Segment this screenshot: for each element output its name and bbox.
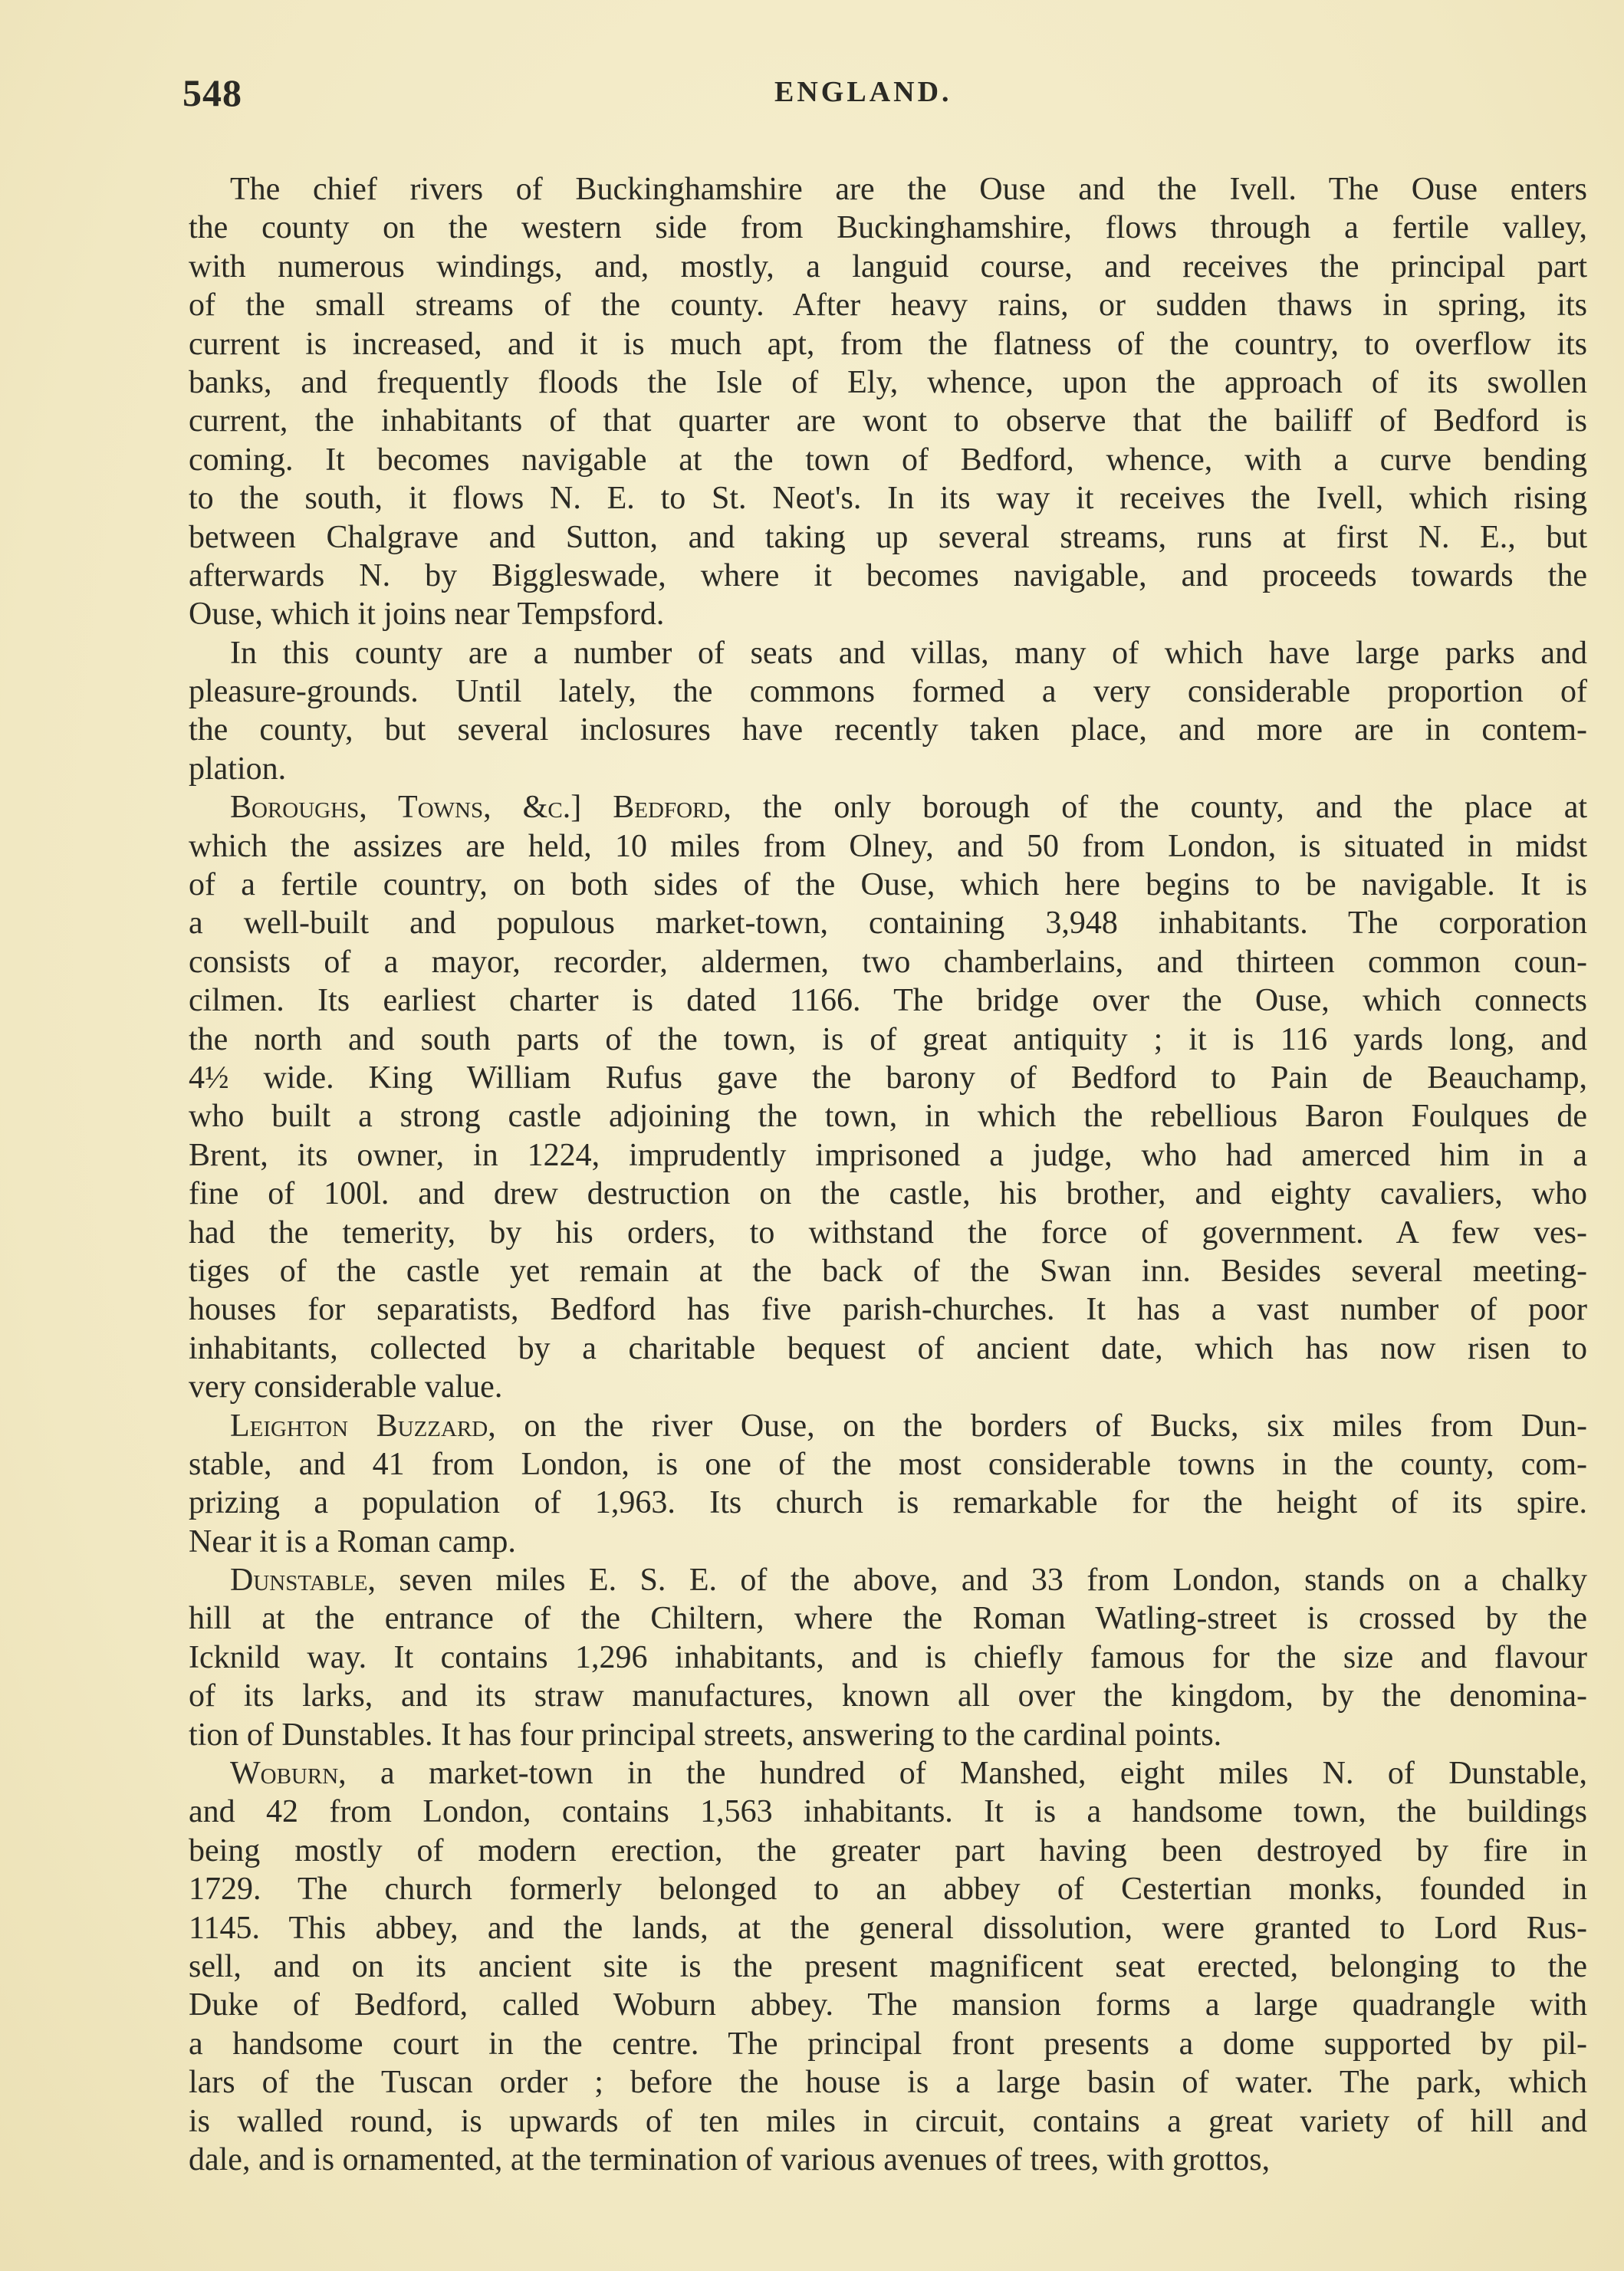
text-segment: cilmen. Its earliest charter is dated 1166. The bridge over the Ouse, which connects: [189, 983, 1587, 1019]
text-line: [189, 866, 1587, 904]
small-caps-heading: Dunstable: [230, 1563, 368, 1599]
text-segment: , seven miles E. S. E. of the above, and 33 from London, stands on a chalky: [367, 1563, 1587, 1599]
text-segment: the county, but several inclosures have recently taken place, and more are in contem-: [189, 712, 1587, 748]
text-line: [189, 1909, 1587, 1947]
text-segment: Ouse, which it joins near Tempsford.: [189, 597, 665, 633]
text-segment: who built a strong castle adjoining the town, in which the rebellious Baron Foulques de: [189, 1099, 1587, 1135]
text-segment: prizing a population of 1,963. Its church is remarkable for the height of its spire.: [189, 1485, 1587, 1521]
text-segment: stable, and 41 from London, is one of the most considerable towns in the county, com-: [189, 1446, 1587, 1482]
text-segment: current is increased, and it is much apt, from the flatness of the country, to overflow its: [189, 326, 1587, 362]
text-segment: is walled round, is upwards of ten miles in circuit, contains a great variety of hill and: [189, 2103, 1587, 2139]
text-segment: fine of 100l. and drew destruction on the castle, his brother, and eighty cavaliers, who: [189, 1176, 1587, 1212]
text-line: [189, 402, 1587, 440]
text-line: [189, 672, 1587, 711]
text-segment: lars of the Tuscan order ; before the house is a large basin of water. The park, which: [189, 2065, 1587, 2101]
text-line: [189, 1716, 1587, 1754]
text-line: [189, 1832, 1587, 1870]
text-segment: Near it is a Roman camp.: [189, 1523, 516, 1559]
text-segment: plation.: [189, 751, 287, 787]
text-segment: banks, and frequently floods the Isle of Ely, whence, upon the approach of its swollen: [189, 364, 1587, 400]
text-line: [189, 1986, 1587, 2024]
text-segment: very considerable value.: [189, 1369, 503, 1405]
text-segment: with numerous windings, and, mostly, a languid course, and receives the principal part: [189, 248, 1587, 284]
page-body-text: [189, 170, 1587, 2179]
text-line: [189, 904, 1587, 942]
text-segment: the north and south parts of the town, is of great antiquity ; it is 116 yards long, and: [189, 1021, 1587, 1057]
text-line: [189, 788, 1587, 827]
text-line: [189, 1484, 1587, 1522]
running-title: ENGLAND.: [774, 76, 952, 108]
text-line: [189, 711, 1587, 749]
text-segment: which the assizes are held, 10 miles from Olney, and 50 from London, is situated in midst: [189, 828, 1587, 864]
text-segment: of a fertile country, on both sides of the Ouse, which here begins to be navigable. It is: [189, 867, 1587, 903]
text-line: [189, 2025, 1587, 2063]
text-segment: , a market-town in the hundred of Manshed, eight miles N. of Dunstable,: [338, 1756, 1587, 1792]
text-line: [189, 248, 1587, 286]
paragraph: [189, 1561, 1587, 1754]
text-line: [189, 441, 1587, 479]
paragraph: [189, 788, 1587, 1406]
text-line: [189, 170, 1587, 209]
text-line: [189, 827, 1587, 866]
text-segment: had the temerity, by his orders, to withstand the force of government. A few ves-: [189, 1214, 1587, 1251]
text-line: [189, 1097, 1587, 1136]
text-line: [189, 1561, 1587, 1599]
text-line: [189, 634, 1587, 672]
text-line: [189, 1136, 1587, 1175]
text-line: [189, 1175, 1587, 1213]
text-line: [189, 479, 1587, 518]
text-segment: current, the inhabitants of that quarter are wont to observe that the bailiff of Bedford is: [189, 403, 1587, 439]
text-segment: , on the river Ouse, on the borders of Bucks, six miles from Dun-: [488, 1408, 1587, 1444]
text-segment: Brent, its owner, in 1224, imprudently imprisoned a judge, who had amerced him in a: [189, 1137, 1587, 1173]
text-segment: In this county are a number of seats and villas, many of which have large parks and: [230, 635, 1587, 671]
small-caps-heading: Bedford: [613, 790, 724, 826]
text-line: [189, 325, 1587, 363]
paragraph: [189, 634, 1587, 789]
text-segment: The chief rivers of Buckinghamshire are the Ouse and the Ivell. The Ouse enters: [230, 172, 1587, 207]
text-line: [189, 1793, 1587, 1831]
text-segment: Icknild way. It contains 1,296 inhabitants, and is chiefly famous for the size and flavour: [189, 1639, 1587, 1675]
text-segment: dale, and is ornamented, at the termination of various avenues of trees, with grottos,: [189, 2141, 1271, 2177]
text-line: [189, 1407, 1587, 1445]
text-line: [189, 2102, 1587, 2141]
text-segment: the county on the western side from Buckinghamshire, flows through a fertile valley,: [189, 210, 1587, 246]
text-line: [189, 557, 1587, 595]
text-segment: pleasure-grounds. Until lately, the commons formed a very considerable proportion of: [189, 674, 1587, 710]
paragraph: [189, 170, 1587, 634]
text-line: [189, 1368, 1587, 1406]
text-segment: inhabitants, collected by a charitable bequest of ancient date, which has now risen to: [189, 1330, 1587, 1366]
text-line: [189, 1329, 1587, 1368]
text-line: [189, 981, 1587, 1020]
small-caps-heading: Boroughs, Towns, &c.]: [230, 790, 582, 826]
text-segment: of the small streams of the county. After heavy rains, or sudden thaws in spring, its: [189, 288, 1587, 324]
text-segment: 1729. The church formerly belonged to an abbey of Cestertian monks, founded in: [189, 1872, 1587, 1908]
text-segment: 1145. This abbey, and the lands, at the general dissolution, were granted to Lord Rus-: [189, 1910, 1587, 1946]
paragraph: [189, 1754, 1587, 2179]
text-line: [189, 750, 1587, 788]
text-segment: [581, 790, 613, 825]
text-line: [189, 286, 1587, 324]
text-segment: tion of Dunstables. It has four principal streets, answering to the cardinal points.: [189, 1717, 1222, 1753]
text-line: [189, 1214, 1587, 1252]
text-line: [189, 1754, 1587, 1793]
text-segment: of its larks, and its straw manufactures, known all over the kingdom, by the denomina-: [189, 1678, 1587, 1714]
text-segment: a well-built and populous market-town, containing 3,948 inhabitants. The corporation: [189, 905, 1587, 942]
text-segment: a handsome court in the centre. The principal front presents a dome supported by pil-: [189, 2026, 1587, 2062]
text-line: [189, 1445, 1587, 1484]
text-line: [189, 595, 1587, 633]
text-line: [189, 518, 1587, 557]
text-line: [189, 1252, 1587, 1290]
text-segment: houses for separatists, Bedford has five parish-churches. It has a vast number of poor: [189, 1292, 1587, 1328]
text-line: [189, 1638, 1587, 1677]
text-line: [189, 1290, 1587, 1329]
text-segment: Duke of Bedford, called Woburn abbey. The mansion forms a large quadrangle with: [189, 1987, 1587, 2023]
text-segment: between Chalgrave and Sutton, and taking up several streams, runs at first N. E., but: [189, 519, 1587, 555]
text-segment: consists of a mayor, recorder, aldermen, two chamberlains, and thirteen common coun-: [189, 944, 1587, 980]
text-segment: being mostly of modern erection, the greater part having been destroyed by fire in: [189, 1832, 1587, 1868]
text-line: [189, 1870, 1587, 1908]
page-number: 548: [182, 71, 242, 114]
text-segment: tiges of the castle yet remain at the back of the Swan inn. Besides several meeting-: [189, 1253, 1587, 1289]
text-line: [189, 1947, 1587, 1986]
small-caps-heading: Leighton Buzzard: [230, 1408, 488, 1444]
text-line: [189, 363, 1587, 402]
text-segment: hill at the entrance of the Chiltern, where the Roman Watling-street is crossed by the: [189, 1601, 1587, 1637]
text-segment: and 42 from London, contains 1,563 inhabitants. It is a handsome town, the buildings: [189, 1794, 1587, 1830]
text-line: [189, 1020, 1587, 1059]
text-line: [189, 1059, 1587, 1097]
text-segment: coming. It becomes navigable at the town of Bedford, whence, with a curve bending: [189, 442, 1587, 478]
text-segment: , the only borough of the county, and the place at: [723, 790, 1588, 826]
paragraph: [189, 1407, 1587, 1562]
text-segment: afterwards N. by Biggleswade, where it becomes navigable, and proceeds towards the: [189, 557, 1587, 593]
text-line: [189, 209, 1587, 247]
text-segment: 4½ wide. King William Rufus gave the barony of Bedford to Pain de Beauchamp,: [189, 1060, 1587, 1096]
text-line: [189, 1599, 1587, 1638]
text-segment: sell, and on its ancient site is the present magnificent seat erected, belonging to the: [189, 1948, 1587, 1984]
text-segment: to the south, it flows N. E. to St. Neot's. In its way it receives the Ivell, which rising: [189, 481, 1587, 517]
text-line: [189, 2063, 1587, 2102]
text-line: [189, 943, 1587, 981]
small-caps-heading: Woburn: [230, 1756, 339, 1792]
text-line: [189, 1677, 1587, 1715]
text-line: [189, 2141, 1587, 2179]
text-line: [189, 1523, 1587, 1561]
